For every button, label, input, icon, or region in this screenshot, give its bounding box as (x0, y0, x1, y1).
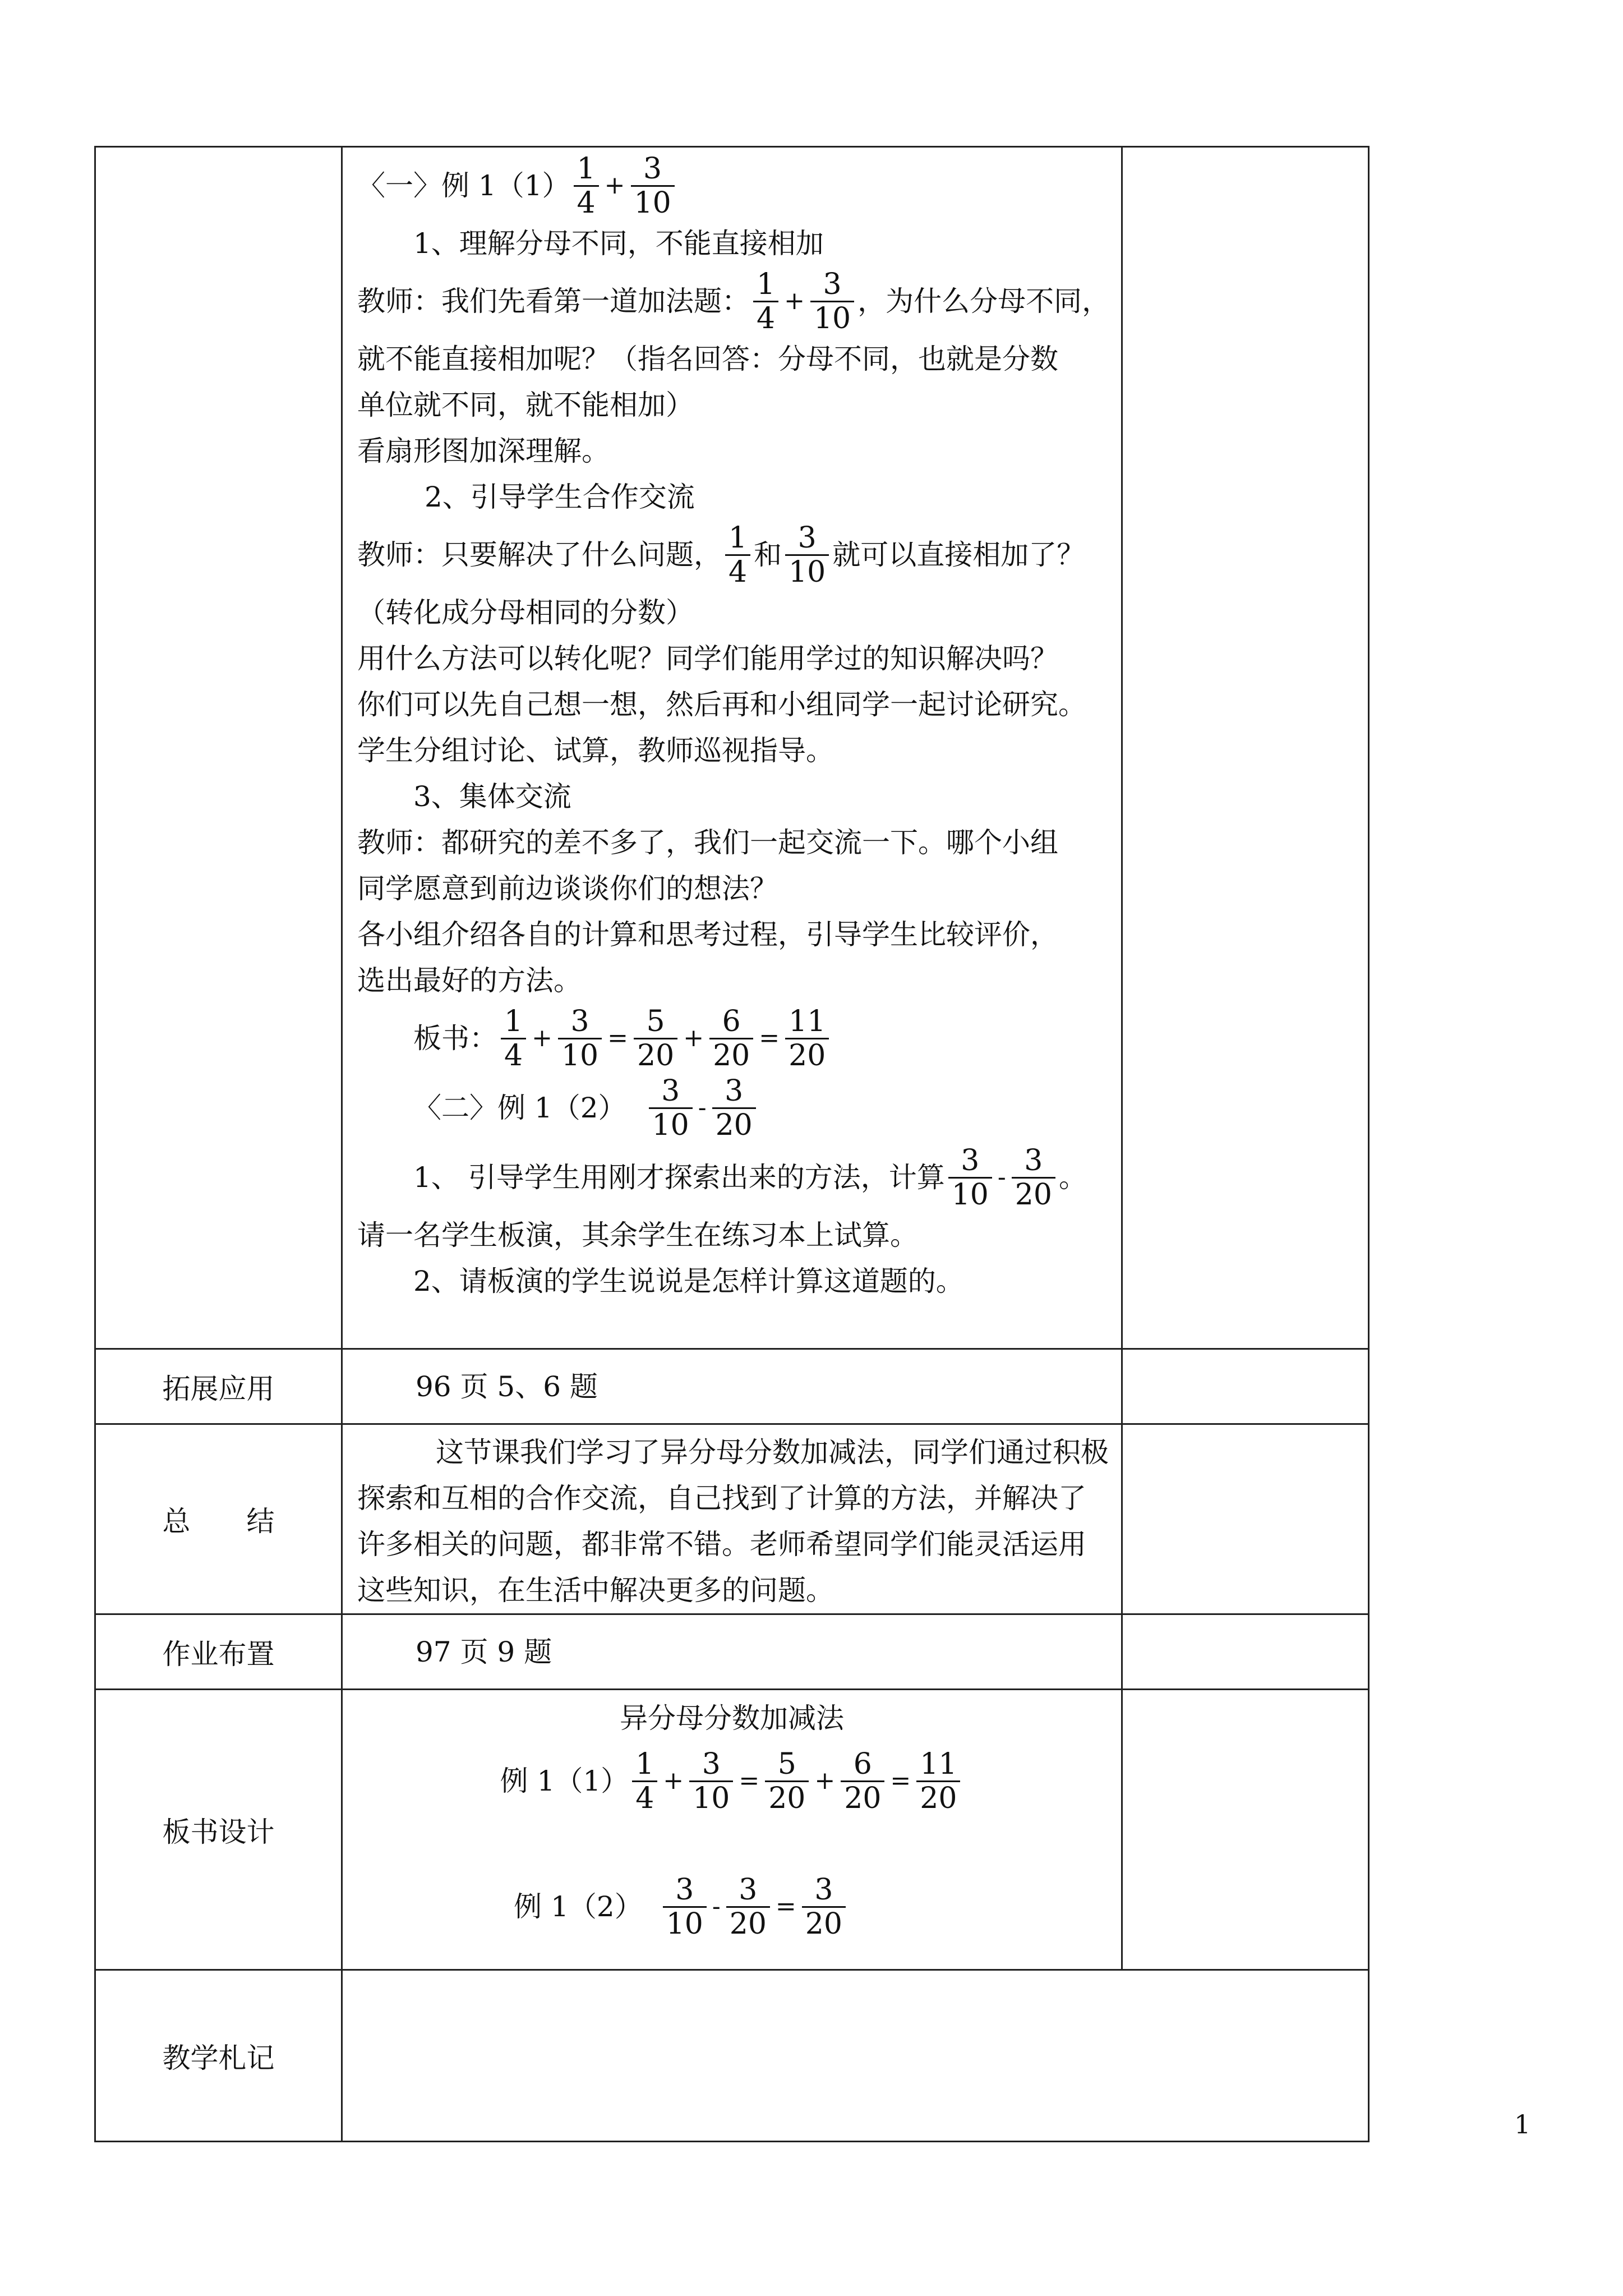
fraction-3-10: $\frac{3}{10}$ (558, 1005, 602, 1072)
example2-line2: 请一名学生板演，其余学生在练习本上试算。 (357, 1219, 918, 1251)
board-design-example1 (343, 1746, 1121, 1816)
expand-label: 拓展应用 (95, 1349, 342, 1424)
example2-line3: 2、请板演的学生说说是怎样计算这道题的。 (413, 1265, 964, 1297)
summary-notes-cell (1122, 1424, 1369, 1614)
section2-heading: 2、引导学生合作交流 (425, 481, 695, 513)
fraction-1-4: $\frac{1}{4}$ (632, 1748, 657, 1815)
section1-teacher-text-a: 教师：我们先看第一道加法题： (357, 285, 750, 318)
process-label-cell (95, 147, 342, 1349)
board-design-example2 (343, 1872, 1121, 1941)
board-design-title: 异分母分数加减法 (620, 1702, 845, 1734)
section1-line4: 单位就不同，就不能相加） (357, 389, 694, 421)
fraction-11-20: $\frac{11}{20}$ (785, 1005, 829, 1072)
fraction-3-20: $\frac{3}{20}$ (802, 1874, 846, 1940)
fraction-3-10: $\frac{3}{10}$ (948, 1144, 992, 1211)
minus-sign: - (997, 1163, 1006, 1191)
board-example2-label: 例 1（2） (514, 1890, 643, 1923)
section3-heading: 3、集体交流 (413, 780, 571, 813)
equals-sign: = (775, 1892, 796, 1921)
section2-line3: （转化成分母相同的分数） (357, 596, 694, 629)
fraction-3-20: $\frac{3}{20}$ (726, 1874, 770, 1940)
section3-line2: 同学愿意到前边谈谈你们的想法？ (357, 872, 778, 905)
board-equation-line (357, 1004, 1110, 1073)
homework-content: 97 页 9 题 (416, 1635, 552, 1668)
summary-label: 总 结 (95, 1424, 342, 1614)
section1-teacher-line (357, 266, 1110, 336)
fraction-6-20: $\frac{6}{20}$ (709, 1005, 753, 1072)
section2-line5: 你们可以先自己想一想，然后再和小组同学一起讨论研究。 (357, 688, 1086, 721)
example2-title-line (357, 1073, 1110, 1143)
fraction-5-20: $\frac{5}{20}$ (765, 1748, 809, 1815)
plus-sign: + (814, 1766, 836, 1795)
process-notes-cell (1122, 147, 1369, 1349)
board-example1-label: 例 1（1） (500, 1765, 629, 1797)
fraction-11-20: $\frac{11}{20}$ (916, 1748, 960, 1815)
expand-notes-cell (1122, 1349, 1369, 1424)
summary-content: 这节课我们学习了异分母分数加减法，同学们通过积极探索和互相的合作交流，自己找到了计算的方法，并解决了许多相关的问题，都非常不错。老师希望同学们能灵活运用这些知识，在生活中解决更多的问题。 (357, 1436, 1109, 1607)
homework-content-cell (342, 1614, 1122, 1690)
fraction-3-10: $\frac{3}{10}$ (663, 1874, 707, 1940)
section3-line4: 选出最好的方法。 (357, 964, 582, 997)
fraction-1-4: $\frac{1}{4}$ (501, 1005, 526, 1072)
minus-sign: - (712, 1892, 721, 1921)
fraction-3-10: $\frac{3}{10}$ (649, 1075, 693, 1142)
plus-sign: + (784, 287, 805, 315)
and-word: 和 (754, 539, 782, 571)
homework-label: 作业布置 (95, 1614, 342, 1690)
plus-sign: + (663, 1766, 684, 1795)
section1-line3: 就不能直接相加呢？（指名回答：分母不同，也就是分数 (357, 343, 1058, 375)
page-number: 1 (1514, 2109, 1531, 2139)
homework-notes-cell (1122, 1614, 1369, 1690)
process-row (95, 147, 1369, 1349)
board-design-notes-cell (1122, 1690, 1369, 1970)
board-label: 板书： (413, 1022, 497, 1055)
board-design-content-cell (342, 1690, 1122, 1970)
example2-text-a: 1、 引导学生用刚才探索出来的方法，计算 (413, 1161, 945, 1194)
fraction-3-10: $\frac{3}{10}$ (631, 153, 675, 219)
section2-line4: 用什么方法可以转化呢？同学们能用学过的知识解决吗？ (357, 642, 1058, 675)
section2-teacher-line (357, 520, 1110, 590)
section2-line6: 学生分组讨论、试算，教师巡视指导。 (357, 734, 834, 767)
fraction-3-10: $\frac{3}{10}$ (689, 1748, 733, 1815)
example1-title-line (357, 151, 1110, 220)
equals-sign: = (739, 1766, 760, 1795)
expand-row (95, 1349, 1369, 1424)
expand-content-cell (342, 1349, 1122, 1424)
equals-sign: = (607, 1024, 629, 1052)
summary-row (95, 1424, 1369, 1614)
section1-heading: 1、理解分母不同，不能直接相加 (413, 227, 824, 260)
section1-line5: 看扇形图加深理解。 (357, 435, 610, 467)
fraction-3-10: $\frac{3}{10}$ (785, 522, 829, 588)
section2-teacher-text-b: 就可以直接相加了？ (832, 539, 1085, 571)
fraction-1-4: $\frac{1}{4}$ (725, 522, 750, 588)
section1-teacher-text-b: ，为什么分母不同， (857, 285, 1110, 318)
section2-teacher-text-a: 教师：只要解决了什么问题， (357, 539, 722, 571)
equals-sign: = (890, 1766, 911, 1795)
plus-sign: + (604, 171, 625, 200)
notes-row (95, 1970, 1369, 2142)
fraction-5-20: $\frac{5}{20}$ (634, 1005, 677, 1072)
fraction-1-4: $\frac{1}{4}$ (574, 153, 599, 219)
equals-sign: = (759, 1024, 780, 1052)
fraction-3-20: $\frac{3}{20}$ (1012, 1144, 1055, 1211)
process-content-cell (342, 147, 1122, 1349)
homework-row (95, 1614, 1369, 1690)
minus-sign: - (698, 1093, 707, 1122)
fraction-3-20: $\frac{3}{20}$ (712, 1075, 756, 1142)
board-design-row (95, 1690, 1369, 1970)
plus-sign: + (532, 1024, 552, 1052)
section3-line1: 教师：都研究的差不多了，我们一起交流一下。哪个小组 (357, 826, 1058, 859)
fraction-6-20: $\frac{6}{20}$ (841, 1748, 884, 1815)
board-design-label: 板书设计 (95, 1690, 342, 1970)
example2-title: 〈二〉例 1（2） (413, 1092, 626, 1124)
expand-content: 96 页 5、6 题 (416, 1370, 598, 1403)
summary-content-cell (342, 1424, 1122, 1614)
example1-title: 〈一〉例 1（1） (357, 169, 570, 202)
notes-label: 教学札记 (95, 1970, 342, 2142)
fraction-1-4: $\frac{1}{4}$ (753, 268, 778, 335)
notes-content-cell (342, 1970, 1369, 2142)
example2-line1 (357, 1143, 1110, 1212)
fraction-3-10: $\frac{3}{10}$ (810, 268, 854, 335)
example2-text-end: 。 (1058, 1161, 1087, 1194)
section3-line3: 各小组介绍各自的计算和思考过程，引导学生比较评价， (357, 918, 1058, 951)
plus-sign: + (683, 1024, 704, 1052)
lesson-plan-table (94, 146, 1370, 2142)
